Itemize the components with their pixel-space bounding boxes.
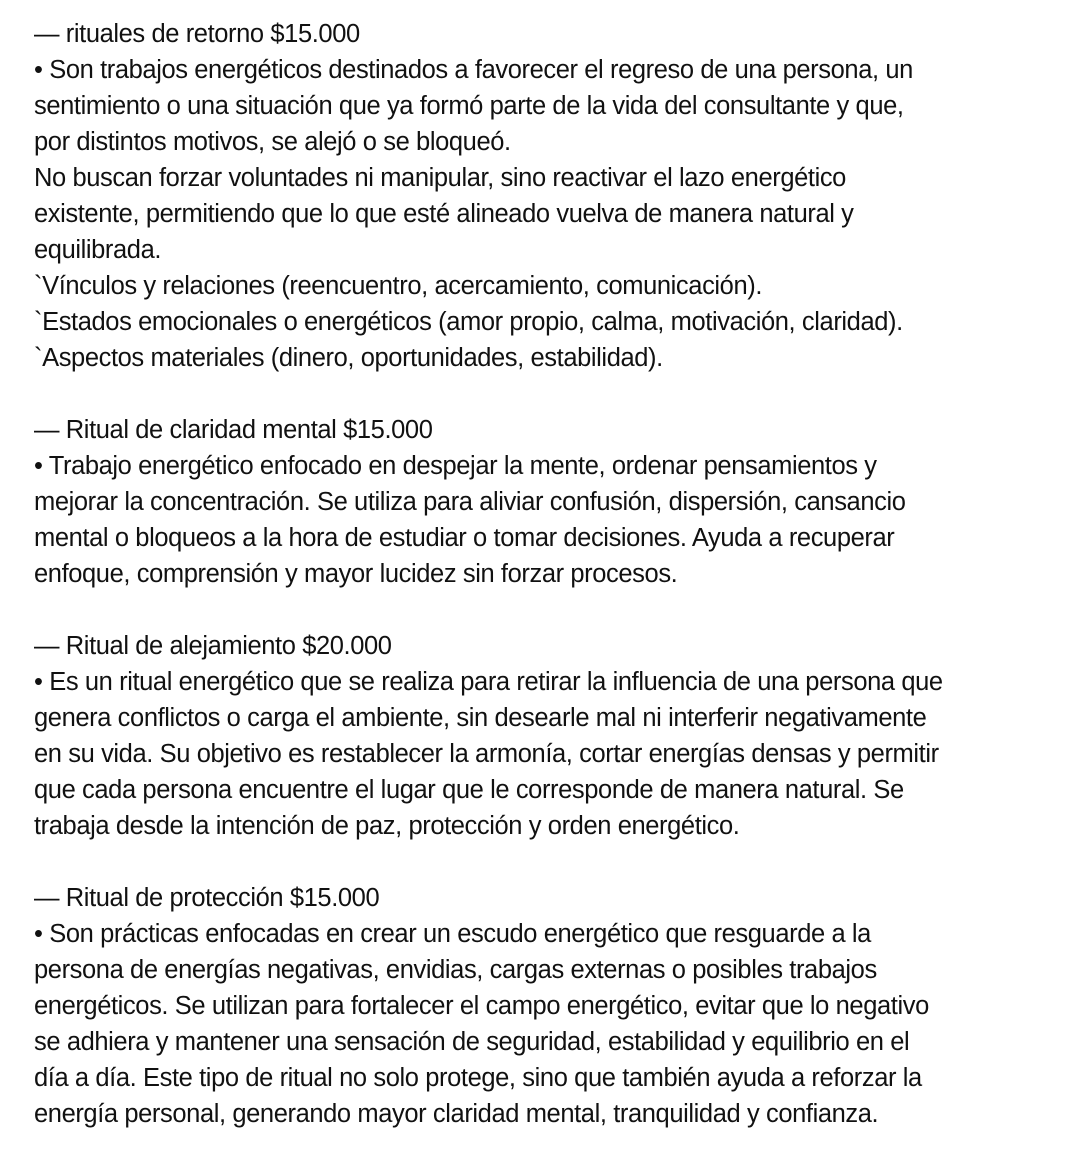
text-line: energéticos. Se utilizan para fortalecer el campo energético, evitar que lo negativo xyxy=(34,992,929,1020)
section-heading: — rituales de retorno $15.000 xyxy=(34,20,360,48)
section-claridad-mental xyxy=(34,412,1064,592)
list-item: `Vínculos y relaciones (reencuentro, acercamiento, comunicación). xyxy=(34,272,763,300)
text-line: se adhiera y mantener una sensación de seguridad, estabilidad y equilibrio en el xyxy=(34,1028,910,1056)
text-line: persona de energías negativas, envidias, cargas externas o posibles trabajos xyxy=(34,956,877,984)
list-item: `Estados emocionales o energéticos (amor propio, calma, motivación, claridad). xyxy=(34,308,903,336)
text-line: mental o bloqueos a la hora de estudiar o tomar decisiones. Ayuda a recuperar xyxy=(34,524,895,552)
text-line: por distintos motivos, se alejó o se bloqueó. xyxy=(34,128,511,156)
text-line: equilibrada. xyxy=(34,236,162,264)
text-line: existente, permitiendo que lo que esté alineado vuelva de manera natural y xyxy=(34,200,854,228)
section-heading: — Ritual de claridad mental $15.000 xyxy=(34,416,433,444)
text-line: No buscan forzar voluntades ni manipular, sino reactivar el lazo energético xyxy=(34,164,846,192)
text-line: energía personal, generando mayor claridad mental, tranquilidad y confianza. xyxy=(34,1100,879,1128)
list-item: `Aspectos materiales (dinero, oportunidades, estabilidad). xyxy=(34,344,663,372)
text-line: sentimiento o una situación que ya formó parte de la vida del consultante y que, xyxy=(34,92,904,120)
text-line: • Son trabajos energéticos destinados a favorecer el regreso de una persona, un xyxy=(34,56,913,84)
section-proteccion xyxy=(34,880,1064,1132)
text-line: • Trabajo energético enfocado en despejar la mente, ordenar pensamientos y xyxy=(34,452,877,480)
section-rituales-de-retorno xyxy=(34,16,1064,376)
text-line: trabaja desde la intención de paz, protección y orden energético. xyxy=(34,812,740,840)
text-line: genera conflictos o carga el ambiente, sin desearle mal ni interferir negativamente xyxy=(34,704,927,732)
text-line: • Son prácticas enfocadas en crear un escudo energético que resguarde a la xyxy=(34,920,871,948)
text-line: mejorar la concentración. Se utiliza para aliviar confusión, dispersión, cansancio xyxy=(34,488,906,516)
section-heading: — Ritual de alejamiento $20.000 xyxy=(34,632,392,660)
text-line: que cada persona encuentre el lugar que le corresponde de manera natural. Se xyxy=(34,776,904,804)
section-heading: — Ritual de protección $15.000 xyxy=(34,884,380,912)
document-body xyxy=(34,16,1064,1132)
text-line: enfoque, comprensión y mayor lucidez sin forzar procesos. xyxy=(34,560,678,588)
section-alejamiento xyxy=(34,628,1064,844)
text-line: en su vida. Su objetivo es restablecer la armonía, cortar energías densas y permitir xyxy=(34,740,939,768)
text-line: día a día. Este tipo de ritual no solo protege, sino que también ayuda a reforzar la xyxy=(34,1064,922,1092)
text-line: • Es un ritual energético que se realiza para retirar la influencia de una persona que xyxy=(34,668,943,696)
